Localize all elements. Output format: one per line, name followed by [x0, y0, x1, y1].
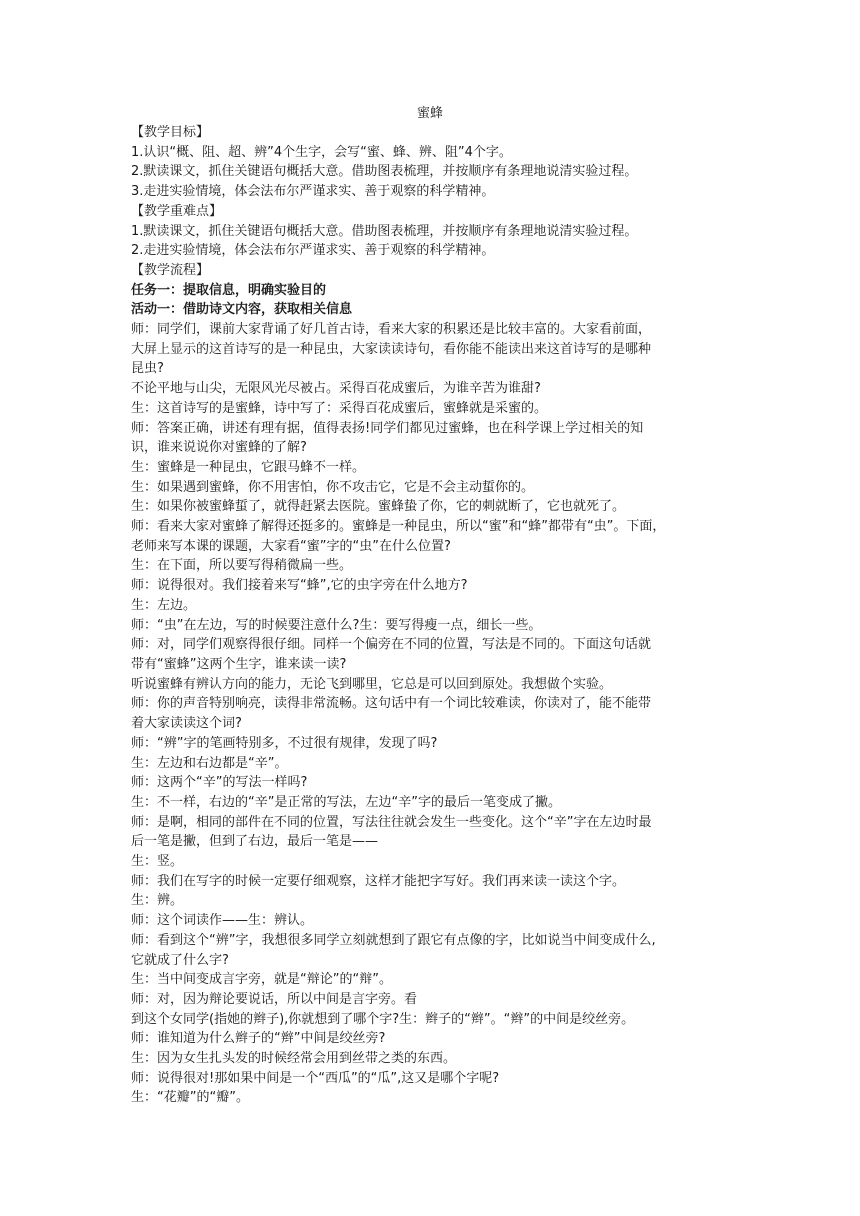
text-line: 生：这首诗写的是蜜蜂，诗中写了：采得百花成蜜后，蜜蜂就是采蜜的。 [131, 400, 548, 416]
text-line: 师：说得很对!那如果中间是一个“西瓜”的“瓜”,这又是哪个字呢? [131, 1070, 500, 1086]
document-body [131, 123, 736, 1108]
text-line: 师：对，同学们观察得很仔细。同样一个偏旁在不同的位置，写法是不同的。下面这句话就 [131, 637, 652, 653]
text-line: 识，谁来说说你对蜜蜂的了解? [131, 440, 307, 456]
text-line: 师：这两个“辛”的写法一样吗? [131, 775, 308, 791]
text-line: 师：这个词读作——生：辨认。 [131, 913, 314, 929]
text-line: 生：如果遇到蜜蜂，你不用害怕，你不攻击它，它是不会主动蜇你的。 [131, 479, 535, 495]
text-line: 【教学目标】 [131, 125, 210, 140]
text-line: 师：是啊，相同的部件在不同的位置，写法往往就会发生一些变化。这个“辛”字在左边时最 [131, 814, 652, 830]
text-line: 师：“辨”字的笔画特别多，不过很有规律，发现了吗? [131, 735, 438, 751]
text-line: 听说蜜蜂有辨认方向的能力，无论飞到哪里，它总是可以回到原处。我想做个实验。 [131, 676, 613, 692]
text-line: 3.走进实验情境，体会法布尔严谨求实、善于观察的科学精神。 [131, 184, 495, 200]
text-line: 生：因为女生扎头发的时候经常会用到丝带之类的东西。 [131, 1051, 457, 1067]
text-line: 师：看到这个“辨”字，我想很多同学立刻就想到了跟它有点像的字，比如说当中间变成什么, [131, 932, 656, 948]
text-line: 生：“花瓣”的“瓣”。 [131, 1090, 249, 1106]
text-line: 师：说得很对。我们接着来写“蜂”,它的虫字旁在什么地方? [131, 578, 468, 594]
text-line: 昆虫? [131, 361, 164, 377]
text-line: 师：“虫”在左边，写的时候要注意什么?生：要写得瘦一点，细长一些。 [131, 617, 542, 633]
text-line: 生：左边。 [131, 597, 197, 613]
text-line: 它就成了什么字? [131, 952, 229, 968]
text-line: 师：答案正确，讲述有理有据，值得表扬!同学们都见过蜜蜂，也在科学课上学过相关的知 [131, 420, 644, 436]
text-line: 2.默读课文，抓住关键语句概括大意。借助图表梳理，并按顺序有条理地说清实验过程。 [131, 164, 638, 180]
text-line: 生：如果你被蜜蜂蜇了，就得赶紧去医院。蜜蜂蛰了你，它的刺就断了，它也就死了。 [131, 499, 626, 515]
text-line: 生：蜜蜂是一种昆虫，它跟马蜂不一样。 [131, 459, 366, 475]
text-line: 师：同学们，课前大家背诵了好几首古诗，看来大家的积累还是比较丰富的。大家看前面， [131, 322, 652, 338]
text-line: 不论平地与山尖，无限风光尽被占。采得百花成蜜后，为谁辛苦为谁甜? [131, 381, 541, 397]
text-line: 1.默读课文，抓住关键语句概括大意。借助图表梳理，并按顺序有条理地说清实验过程。 [131, 223, 638, 239]
text-line: 【教学流程】 [131, 262, 210, 278]
text-line: 生：左边和右边都是“辛”。 [131, 755, 288, 771]
section-heading: 任务一：提取信息，明确实验目的 [131, 282, 327, 298]
text-line: 生：当中间变成言字旁，就是“辩论”的“辩”。 [131, 972, 392, 988]
section-heading: 活动一：借助诗文内容，获取相关信息 [131, 302, 353, 318]
text-line: 着大家读读这个词? [131, 716, 242, 732]
text-line: 师：看来大家对蜜蜂了解得还挺多的。蜜蜂是一种昆虫，所以“蜜”和“蜂”都带有“虫”。下面， [131, 519, 666, 535]
text-line: 2.走进实验情境，体会法布尔严谨求实、善于观察的科学精神。 [131, 243, 495, 259]
text-line: 老师来写本课的课题，大家看“蜜”字的“虫”在什么位置? [131, 538, 451, 554]
text-line: 1.认识“概、阻、超、辨”4个生字，会写“蜜、蜂、辨、阻”4个字。 [131, 144, 512, 160]
text-line: 生：竖。 [131, 854, 184, 870]
text-line: 后一笔是撇，但到了右边，最后一笔是—— [131, 834, 379, 850]
text-line: 师：对，因为辩论要说话，所以中间是言字旁。看 [131, 991, 418, 1007]
text-line: 生：不一样，右边的“辛”是正常的写法，左边“辛”字的最后一笔变成了撇。 [131, 794, 561, 810]
text-line: 师：你的声音特别响亮，读得非常流畅。这句话中有一个词比较难读，你读对了，能不能带 [131, 696, 652, 712]
text-line: 大屏上显示的这首诗写的是一种昆虫，大家读读诗句，看你能不能读出来这首诗写的是哪种 [131, 341, 652, 357]
document-title: 蜜蜂 [416, 106, 443, 121]
text-line: 师：我们在写字的时候一定要仔细观察，这样才能把字写好。我们再来读一读这个字。 [131, 873, 626, 889]
text-line: 师：谁知道为什么辫子的“辫”中间是绞丝旁? [131, 1031, 386, 1047]
text-line: 带有“蜜蜂”这两个生字，谁来读一读? [131, 656, 347, 672]
text-line: 生：在下面，所以要写得稍微扁一些。 [131, 558, 353, 574]
text-line: 【教学重难点】 [131, 203, 223, 219]
text-line: 到这个女同学(指她的辫子),你就想到了哪个字?生：辫子的“辫”。“辫”的中间是绞丝旁。 [131, 1011, 635, 1027]
text-line: 生：辨。 [131, 893, 184, 909]
